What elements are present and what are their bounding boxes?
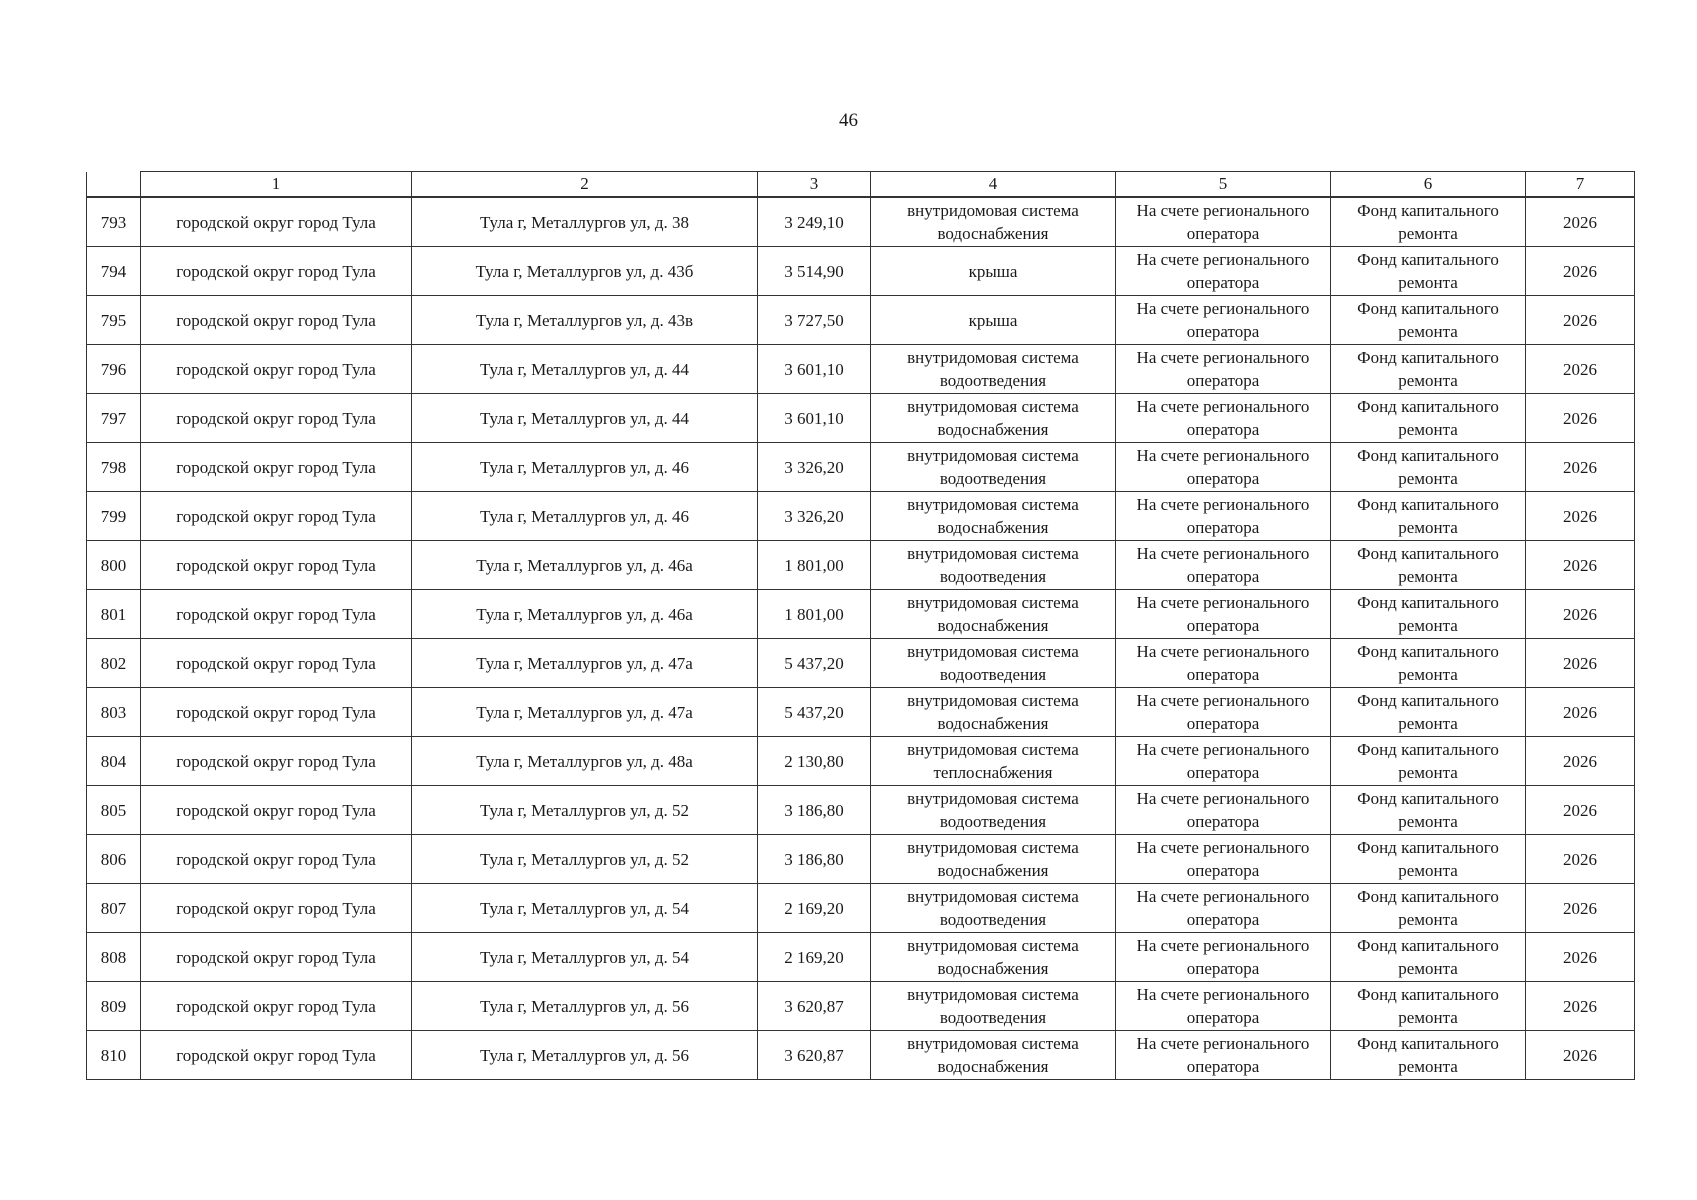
page-number: 46 bbox=[839, 110, 858, 131]
row-number: 797 bbox=[87, 394, 141, 443]
row-number: 796 bbox=[87, 345, 141, 394]
work-type-cell: внутридомовая система водоснабжения bbox=[871, 394, 1116, 443]
year-cell: 2026 bbox=[1526, 982, 1635, 1031]
year-cell: 2026 bbox=[1526, 590, 1635, 639]
address-cell: Тула г, Металлургов ул, д. 44 bbox=[412, 394, 758, 443]
address-cell: Тула г, Металлургов ул, д. 46а bbox=[412, 590, 758, 639]
municipality-cell: городской округ город Тула bbox=[141, 884, 412, 933]
area-cell: 3 326,20 bbox=[758, 492, 871, 541]
row-number: 809 bbox=[87, 982, 141, 1031]
work-type-cell: внутридомовая система водоотведения bbox=[871, 786, 1116, 835]
funding-source-cell: Фонд капитального ремонта bbox=[1331, 345, 1526, 394]
year-cell: 2026 bbox=[1526, 345, 1635, 394]
year-cell: 2026 bbox=[1526, 394, 1635, 443]
area-cell: 3 249,10 bbox=[758, 197, 871, 247]
area-cell: 3 601,10 bbox=[758, 345, 871, 394]
account-cell: На счете регионального оператора bbox=[1116, 345, 1331, 394]
funding-source-cell: Фонд капитального ремонта bbox=[1331, 590, 1526, 639]
municipality-cell: городской округ город Тула bbox=[141, 247, 412, 296]
year-cell: 2026 bbox=[1526, 688, 1635, 737]
work-type-cell: крыша bbox=[871, 296, 1116, 345]
table-row bbox=[87, 982, 1635, 1031]
area-cell: 5 437,20 bbox=[758, 639, 871, 688]
work-type-cell: внутридомовая система водоснабжения bbox=[871, 688, 1116, 737]
municipality-cell: городской округ город Тула bbox=[141, 982, 412, 1031]
table-row bbox=[87, 394, 1635, 443]
municipality-cell: городской округ город Тула bbox=[141, 737, 412, 786]
funding-source-cell: Фонд капитального ремонта bbox=[1331, 982, 1526, 1031]
address-cell: Тула г, Металлургов ул, д. 38 bbox=[412, 197, 758, 247]
account-cell: На счете регионального оператора bbox=[1116, 590, 1331, 639]
municipality-cell: городской округ город Тула bbox=[141, 345, 412, 394]
municipality-cell: городской округ город Тула bbox=[141, 1031, 412, 1080]
work-type-cell: внутридомовая система водоотведения bbox=[871, 443, 1116, 492]
funding-source-cell: Фонд капитального ремонта bbox=[1331, 737, 1526, 786]
account-cell: На счете регионального оператора bbox=[1116, 933, 1331, 982]
row-number: 795 bbox=[87, 296, 141, 345]
year-cell: 2026 bbox=[1526, 492, 1635, 541]
table-row bbox=[87, 688, 1635, 737]
account-cell: На счете регионального оператора bbox=[1116, 443, 1331, 492]
address-cell: Тула г, Металлургов ул, д. 43в bbox=[412, 296, 758, 345]
address-cell: Тула г, Металлургов ул, д. 47а bbox=[412, 688, 758, 737]
funding-source-cell: Фонд капитального ремонта bbox=[1331, 296, 1526, 345]
work-type-cell: внутридомовая система водоотведения bbox=[871, 345, 1116, 394]
row-number: 802 bbox=[87, 639, 141, 688]
header-cell-6: 6 bbox=[1331, 172, 1526, 198]
table-row bbox=[87, 1031, 1635, 1080]
header-cell-1: 1 bbox=[141, 172, 412, 198]
municipality-cell: городской округ город Тула bbox=[141, 394, 412, 443]
account-cell: На счете регионального оператора bbox=[1116, 884, 1331, 933]
work-type-cell: внутридомовая система водоснабжения bbox=[871, 835, 1116, 884]
row-number: 799 bbox=[87, 492, 141, 541]
address-cell: Тула г, Металлургов ул, д. 43б bbox=[412, 247, 758, 296]
work-type-cell: внутридомовая система водоотведения bbox=[871, 541, 1116, 590]
row-number: 804 bbox=[87, 737, 141, 786]
header-cell-2: 2 bbox=[412, 172, 758, 198]
account-cell: На счете регионального оператора bbox=[1116, 492, 1331, 541]
row-number: 803 bbox=[87, 688, 141, 737]
municipality-cell: городской округ город Тула bbox=[141, 443, 412, 492]
year-cell: 2026 bbox=[1526, 639, 1635, 688]
area-cell: 3 514,90 bbox=[758, 247, 871, 296]
municipality-cell: городской округ город Тула bbox=[141, 639, 412, 688]
year-cell: 2026 bbox=[1526, 884, 1635, 933]
account-cell: На счете регионального оператора bbox=[1116, 688, 1331, 737]
area-cell: 3 620,87 bbox=[758, 1031, 871, 1080]
row-number: 793 bbox=[87, 197, 141, 247]
municipality-cell: городской округ город Тула bbox=[141, 786, 412, 835]
row-number: 806 bbox=[87, 835, 141, 884]
funding-source-cell: Фонд капитального ремонта bbox=[1331, 492, 1526, 541]
table-row bbox=[87, 492, 1635, 541]
address-cell: Тула г, Металлургов ул, д. 46 bbox=[412, 443, 758, 492]
row-number: 808 bbox=[87, 933, 141, 982]
area-cell: 1 801,00 bbox=[758, 541, 871, 590]
work-type-cell: внутридомовая система водоснабжения bbox=[871, 492, 1116, 541]
municipality-cell: городской округ город Тула bbox=[141, 197, 412, 247]
area-cell: 2 169,20 bbox=[758, 933, 871, 982]
funding-source-cell: Фонд капитального ремонта bbox=[1331, 786, 1526, 835]
funding-source-cell: Фонд капитального ремонта bbox=[1331, 443, 1526, 492]
area-cell: 5 437,20 bbox=[758, 688, 871, 737]
address-cell: Тула г, Металлургов ул, д. 54 bbox=[412, 933, 758, 982]
account-cell: На счете регионального оператора bbox=[1116, 296, 1331, 345]
table-row bbox=[87, 884, 1635, 933]
municipality-cell: городской округ город Тула bbox=[141, 933, 412, 982]
funding-source-cell: Фонд капитального ремонта bbox=[1331, 884, 1526, 933]
funding-source-cell: Фонд капитального ремонта bbox=[1331, 688, 1526, 737]
table-row bbox=[87, 197, 1635, 247]
funding-source-cell: Фонд капитального ремонта bbox=[1331, 541, 1526, 590]
account-cell: На счете регионального оператора bbox=[1116, 835, 1331, 884]
year-cell: 2026 bbox=[1526, 1031, 1635, 1080]
table-row bbox=[87, 541, 1635, 590]
municipality-cell: городской округ город Тула bbox=[141, 590, 412, 639]
work-type-cell: внутридомовая система водоснабжения bbox=[871, 197, 1116, 247]
row-number: 800 bbox=[87, 541, 141, 590]
address-cell: Тула г, Металлургов ул, д. 56 bbox=[412, 1031, 758, 1080]
area-cell: 1 801,00 bbox=[758, 590, 871, 639]
year-cell: 2026 bbox=[1526, 443, 1635, 492]
row-number: 805 bbox=[87, 786, 141, 835]
row-number: 798 bbox=[87, 443, 141, 492]
address-cell: Тула г, Металлургов ул, д. 46а bbox=[412, 541, 758, 590]
address-cell: Тула г, Металлургов ул, д. 56 bbox=[412, 982, 758, 1031]
year-cell: 2026 bbox=[1526, 541, 1635, 590]
year-cell: 2026 bbox=[1526, 296, 1635, 345]
year-cell: 2026 bbox=[1526, 835, 1635, 884]
table-row bbox=[87, 345, 1635, 394]
account-cell: На счете регионального оператора bbox=[1116, 1031, 1331, 1080]
account-cell: На счете регионального оператора bbox=[1116, 247, 1331, 296]
header-cell-7: 7 bbox=[1526, 172, 1635, 198]
header-cell-5: 5 bbox=[1116, 172, 1331, 198]
table-row bbox=[87, 296, 1635, 345]
area-cell: 3 186,80 bbox=[758, 786, 871, 835]
year-cell: 2026 bbox=[1526, 197, 1635, 247]
address-cell: Тула г, Металлургов ул, д. 44 bbox=[412, 345, 758, 394]
funding-source-cell: Фонд капитального ремонта bbox=[1331, 1031, 1526, 1080]
table-body bbox=[87, 197, 1635, 1080]
area-cell: 2 130,80 bbox=[758, 737, 871, 786]
work-type-cell: внутридомовая система водоотведения bbox=[871, 982, 1116, 1031]
work-type-cell: крыша bbox=[871, 247, 1116, 296]
row-number: 801 bbox=[87, 590, 141, 639]
header-cell-4: 4 bbox=[871, 172, 1116, 198]
table-row bbox=[87, 639, 1635, 688]
municipality-cell: городской округ город Тула bbox=[141, 541, 412, 590]
area-cell: 3 326,20 bbox=[758, 443, 871, 492]
address-cell: Тула г, Металлургов ул, д. 46 bbox=[412, 492, 758, 541]
funding-source-cell: Фонд капитального ремонта bbox=[1331, 835, 1526, 884]
year-cell: 2026 bbox=[1526, 737, 1635, 786]
work-type-cell: внутридомовая система водоснабжения bbox=[871, 1031, 1116, 1080]
row-number: 794 bbox=[87, 247, 141, 296]
account-cell: На счете регионального оператора bbox=[1116, 982, 1331, 1031]
area-cell: 3 727,50 bbox=[758, 296, 871, 345]
municipality-cell: городской округ город Тула bbox=[141, 835, 412, 884]
account-cell: На счете регионального оператора bbox=[1116, 541, 1331, 590]
area-cell: 3 620,87 bbox=[758, 982, 871, 1031]
address-cell: Тула г, Металлургов ул, д. 47а bbox=[412, 639, 758, 688]
header-cell-number bbox=[87, 172, 141, 198]
year-cell: 2026 bbox=[1526, 247, 1635, 296]
address-cell: Тула г, Металлургов ул, д. 54 bbox=[412, 884, 758, 933]
table-header bbox=[87, 172, 1635, 198]
account-cell: На счете регионального оператора bbox=[1116, 394, 1331, 443]
address-cell: Тула г, Металлургов ул, д. 48а bbox=[412, 737, 758, 786]
table-row bbox=[87, 786, 1635, 835]
address-cell: Тула г, Металлургов ул, д. 52 bbox=[412, 786, 758, 835]
account-cell: На счете регионального оператора bbox=[1116, 786, 1331, 835]
row-number: 810 bbox=[87, 1031, 141, 1080]
area-cell: 2 169,20 bbox=[758, 884, 871, 933]
header-cell-3: 3 bbox=[758, 172, 871, 198]
table-row bbox=[87, 737, 1635, 786]
table-row bbox=[87, 933, 1635, 982]
account-cell: На счете регионального оператора bbox=[1116, 197, 1331, 247]
funding-source-cell: Фонд капитального ремонта bbox=[1331, 394, 1526, 443]
repair-program-table bbox=[86, 171, 1635, 1080]
table-row bbox=[87, 590, 1635, 639]
municipality-cell: городской округ город Тула bbox=[141, 492, 412, 541]
header-row bbox=[87, 172, 1635, 198]
work-type-cell: внутридомовая система водоснабжения bbox=[871, 590, 1116, 639]
municipality-cell: городской округ город Тула bbox=[141, 688, 412, 737]
account-cell: На счете регионального оператора bbox=[1116, 737, 1331, 786]
funding-source-cell: Фонд капитального ремонта bbox=[1331, 639, 1526, 688]
area-cell: 3 186,80 bbox=[758, 835, 871, 884]
work-type-cell: внутридомовая система теплоснабжения bbox=[871, 737, 1116, 786]
municipality-cell: городской округ город Тула bbox=[141, 296, 412, 345]
table-row bbox=[87, 835, 1635, 884]
table-row bbox=[87, 443, 1635, 492]
work-type-cell: внутридомовая система водоотведения bbox=[871, 884, 1116, 933]
address-cell: Тула г, Металлургов ул, д. 52 bbox=[412, 835, 758, 884]
table-row bbox=[87, 247, 1635, 296]
funding-source-cell: Фонд капитального ремонта bbox=[1331, 247, 1526, 296]
account-cell: На счете регионального оператора bbox=[1116, 639, 1331, 688]
row-number: 807 bbox=[87, 884, 141, 933]
funding-source-cell: Фонд капитального ремонта bbox=[1331, 933, 1526, 982]
work-type-cell: внутридомовая система водоснабжения bbox=[871, 933, 1116, 982]
funding-source-cell: Фонд капитального ремонта bbox=[1331, 197, 1526, 247]
area-cell: 3 601,10 bbox=[758, 394, 871, 443]
work-type-cell: внутридомовая система водоотведения bbox=[871, 639, 1116, 688]
year-cell: 2026 bbox=[1526, 933, 1635, 982]
year-cell: 2026 bbox=[1526, 786, 1635, 835]
